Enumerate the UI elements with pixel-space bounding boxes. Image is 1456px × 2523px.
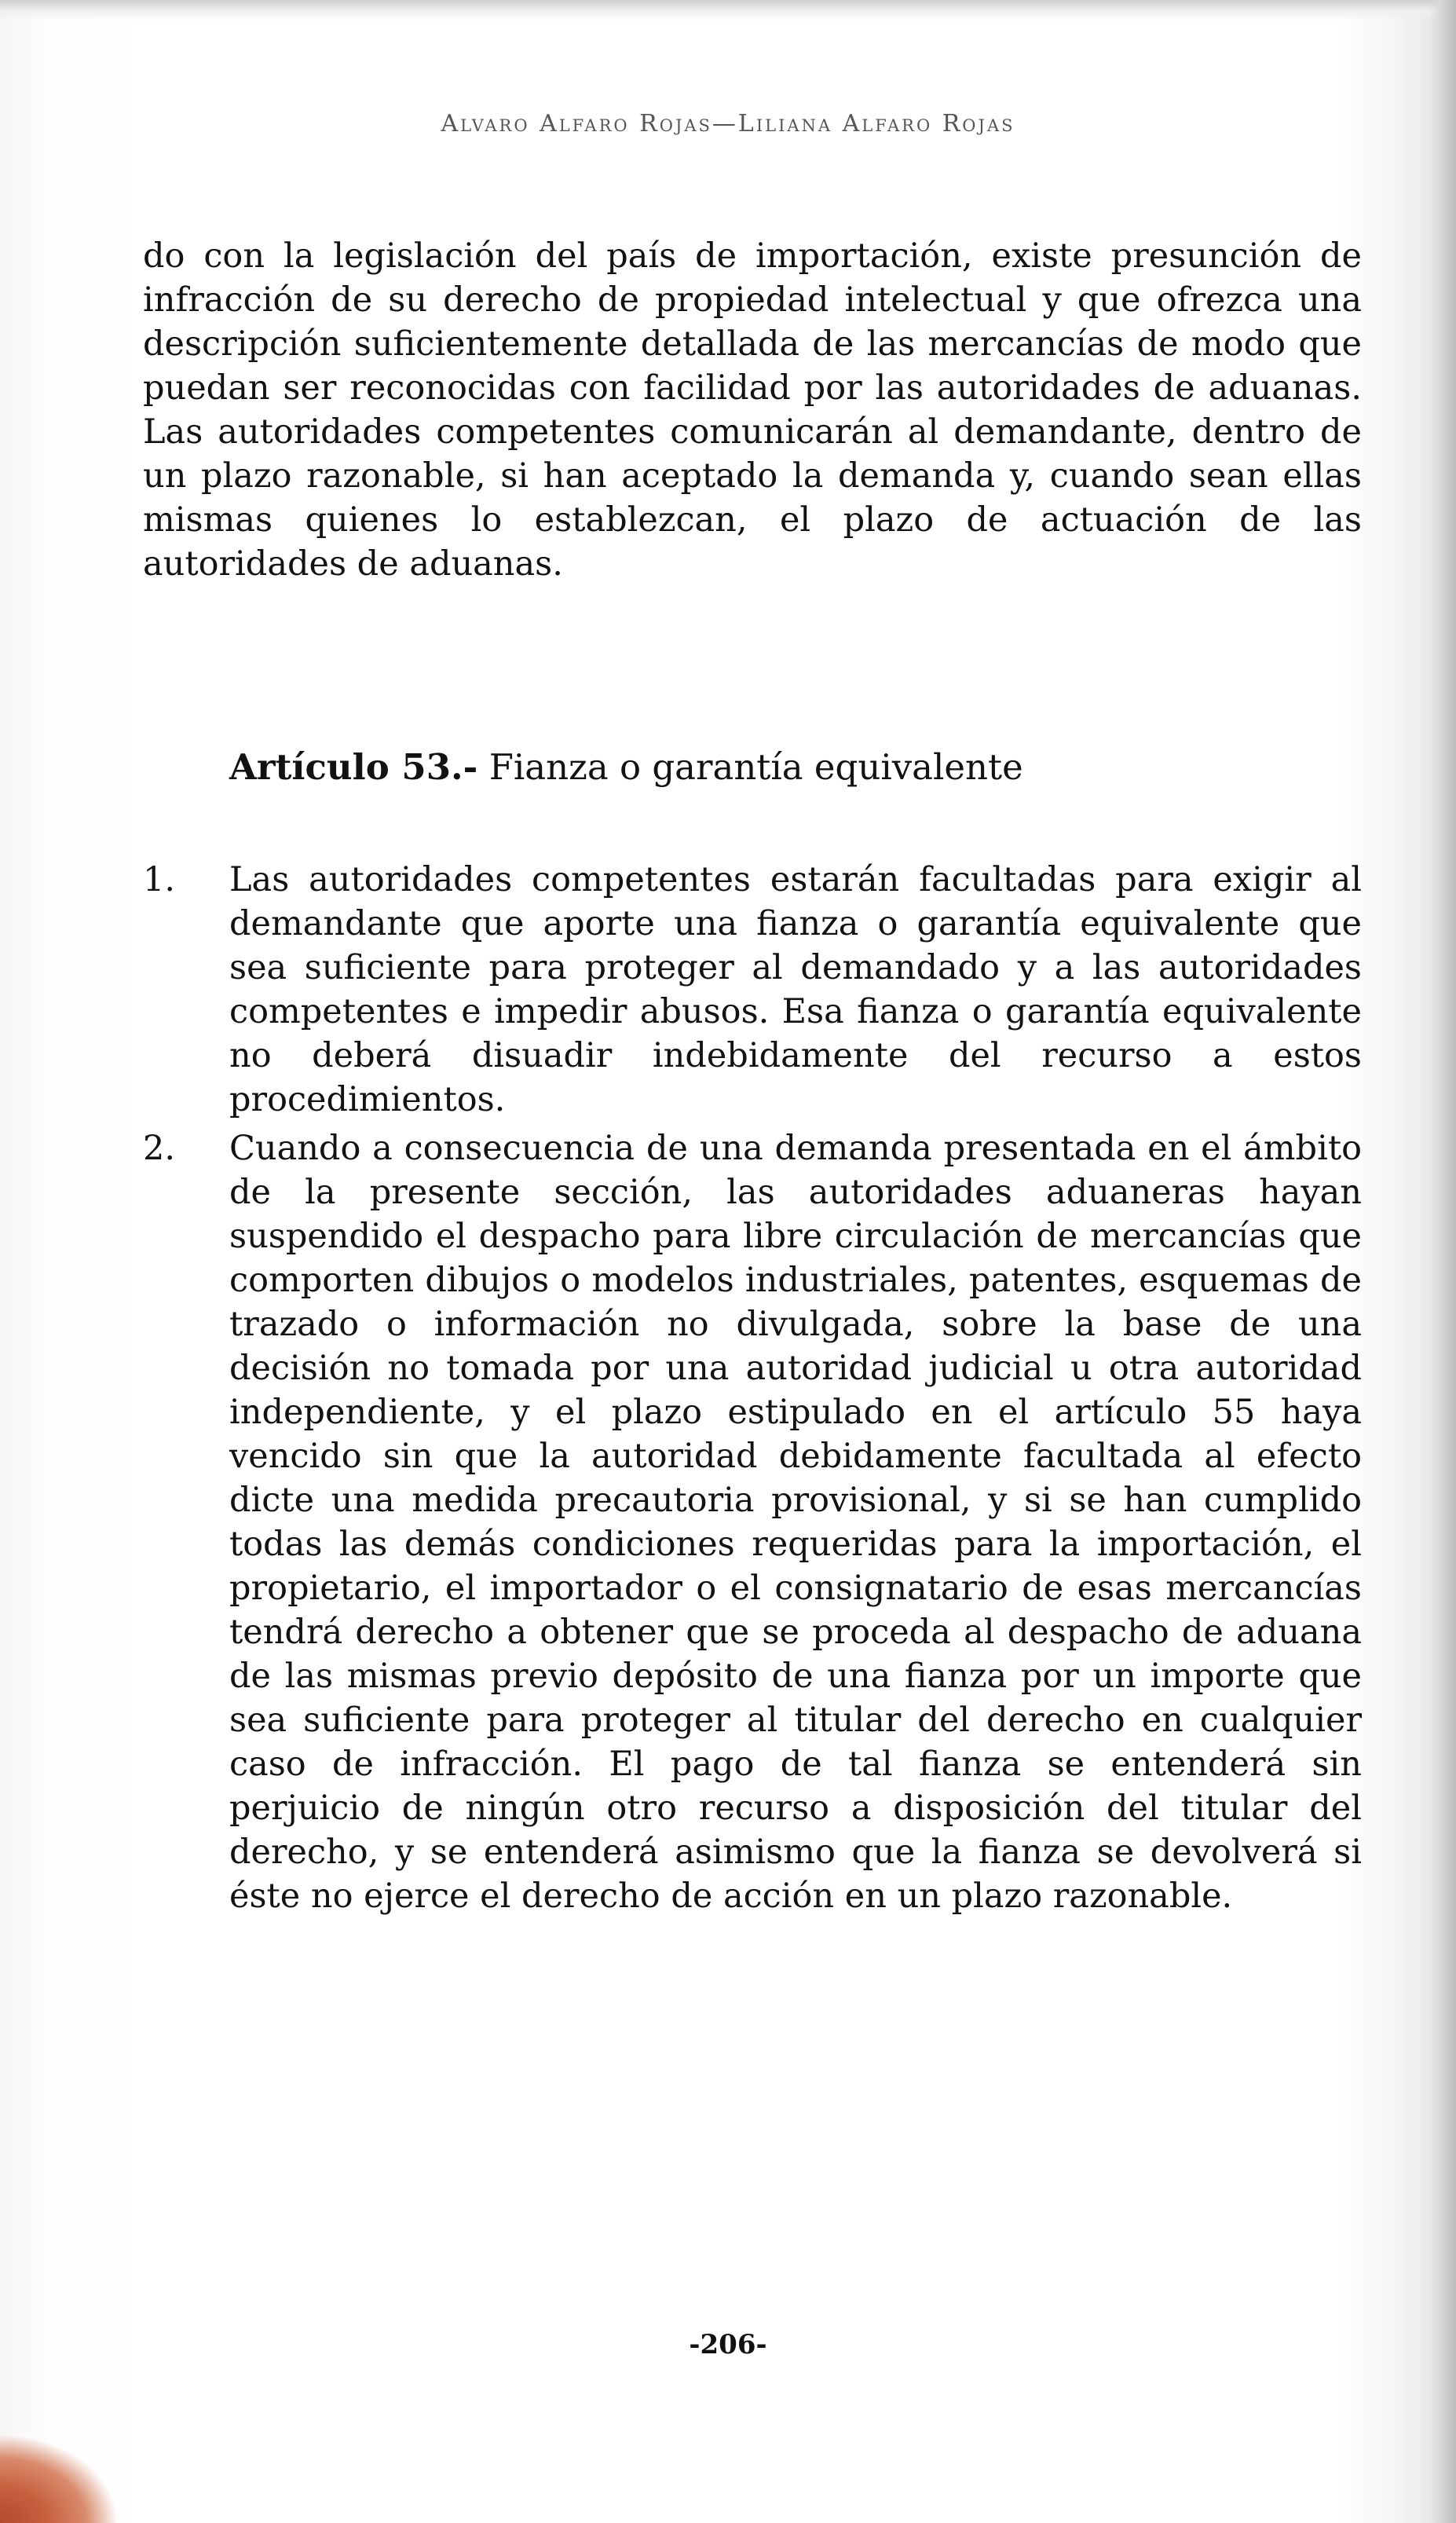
page-gutter-shadow [1429,0,1456,2523]
corner-stain [0,2405,157,2523]
page-number: -206- [689,2329,767,2360]
clause-text: Cuando a consecuencia de una demanda presentada en el ámbito de la presente sección, las autoridades aduaneras hayan suspendido el despacho para libre circulación de mercancías que comporten dibujos o modelos industriales, patentes, esquemas de trazado o información no divulgada, sobre la base de una decisión no tomada por una autoridad judicial u otra autoridad independiente, y el plazo estipulado en el artículo 55 haya vencido sin que la autoridad debidamente facultada al efecto dicte una medida precautoria provisional, y si se han cumplido todas las demás condiciones requeridas para la importación, el propietario, el importador o el consignatario de esas mercancías tendrá derecho a obtener que se proceda al despacho de aduana de las mismas previo depósito de una fianza por un importe que sea suficiente para proteger al titular del derecho en cualquier caso de infracción. El pago de tal fianza se entenderá sin perjuicio de ningún otro recurso a disposición del titular del derecho, y se entenderá asimismo que la fianza se devolverá si éste no ejerce el derecho de acción en un plazo razonable. [229,1129,1362,1916]
article-clauses [143,858,1362,1923]
continued-paragraph: do con la legislación del país de importación, existe presunción de infracción de su derecho de propiedad intelectual y que ofrezca una descripción suficientemente detallada de las mercancías de modo que puedan ser reconocidas con facilidad por las autoridades de aduanas. Las autoridades competentes comunicarán al demandante, dentro de un plazo razonable, si han aceptado la demanda y, cuando sean ellas mismas quienes lo establezcan, el plazo de actuación de las autoridades de aduanas. [143,236,1362,584]
article-title: Fianza o garantía equivalente [488,746,1023,788]
article-number: Artículo 53.- [229,746,478,788]
scan-top-shadow [0,0,1456,20]
article-heading [229,746,1023,788]
list-item [143,1126,1362,1918]
clause-number: 2. [143,1129,176,1168]
list-item [143,858,1362,1122]
running-head: Alvaro Alfaro Rojas—Liliana Alfaro Rojas [441,110,1015,137]
clause-text: Las autoridades competentes estarán facultadas para exigir al demandante que aporte una fianza o garantía equivalente que sea suficiente para proteger al demandado y a las autoridades competentes e impedir abusos. Esa fianza o garantía equivalente no deberá disuadir indebidamente del recurso a estos procedimientos. [229,860,1362,1119]
clause-number: 1. [143,860,176,899]
